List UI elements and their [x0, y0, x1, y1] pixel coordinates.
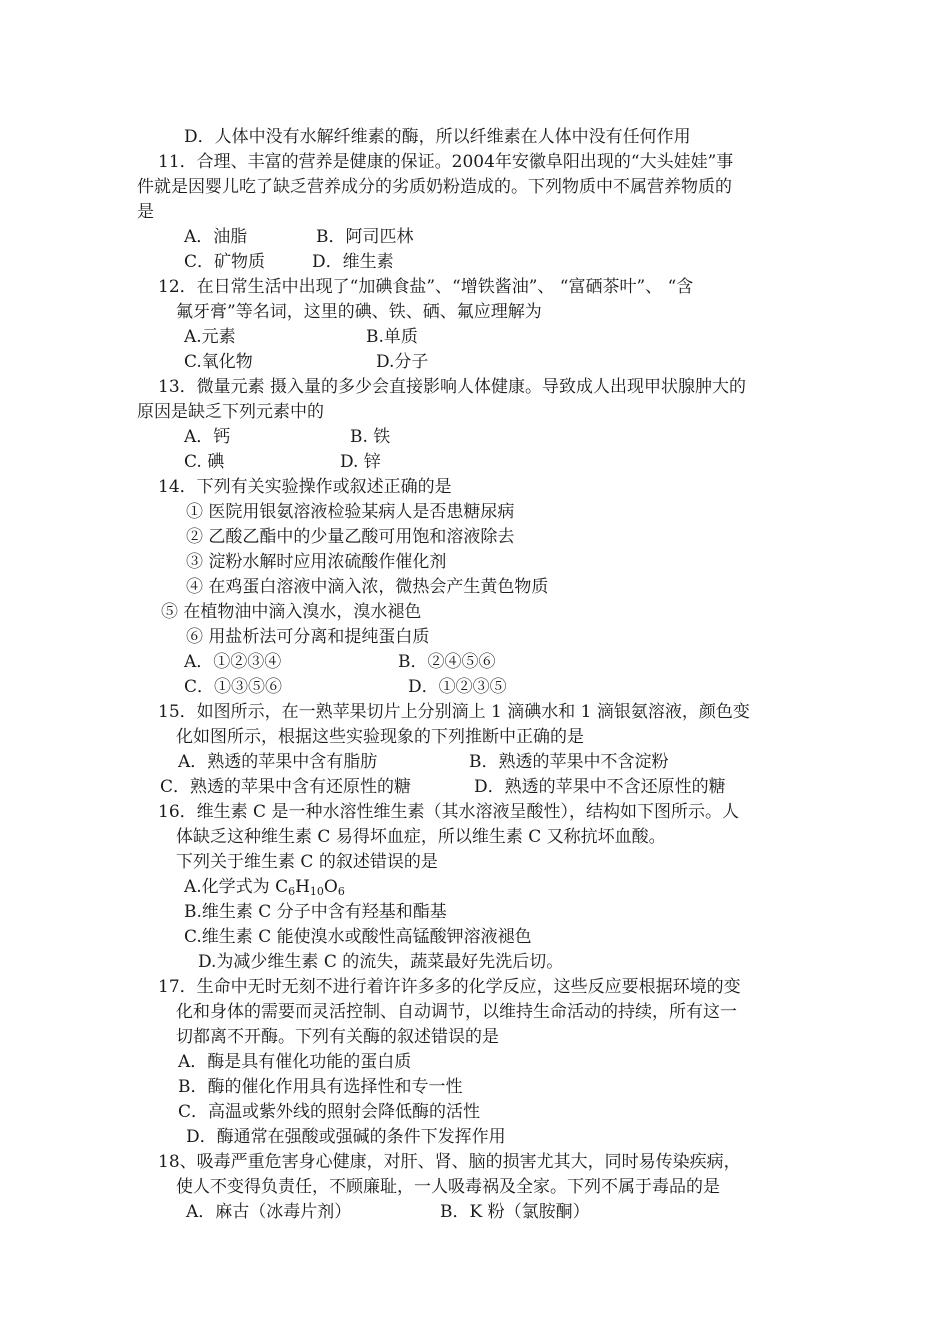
q16-stem-line-1: 16．维生素 C 是一种水溶性维生素（其水溶液呈酸性），结构如下图所示。人: [158, 802, 739, 822]
q15-stem-line-1: 15．如图所示，在一熟苹果切片上分别滴上 1 滴碘水和 1 滴银氨溶液，颜色变: [158, 702, 750, 722]
q17-option-b[interactable]: B．酶的催化作用具有选择性和专一性: [178, 1077, 463, 1097]
q18-option-b[interactable]: B．K 粉（氯胺酮）: [440, 1202, 590, 1222]
q15-option-a[interactable]: A．熟透的苹果中含有脂肪: [178, 752, 378, 772]
q16-stem-line-2: 体缺乏这种维生素 C 易得坏血症，所以维生素 C 又称抗坏血酸。: [176, 827, 666, 847]
q11-stem-line-2: 件就是因婴儿吃了缺乏营养成分的劣质奶粉造成的。下列物质中不属营养物质的: [137, 177, 732, 197]
q15-option-b[interactable]: B．熟透的苹果中不含淀粉: [469, 752, 669, 772]
q13-option-a[interactable]: A．钙: [184, 427, 231, 447]
q16-option-d[interactable]: D.为减少维生素 C 的流失，蔬菜最好先洗后切。: [198, 952, 564, 972]
q11-option-d[interactable]: D．维生素: [312, 252, 394, 272]
q16-subscript-c: 6: [288, 885, 296, 898]
q17-option-d[interactable]: D．酶通常在强酸或强碱的条件下发挥作用: [186, 1127, 506, 1147]
q17-stem-line-1: 17．生命中无时无刻不进行着许许多多的化学反应，这些反应要根据环境的变: [158, 977, 741, 997]
q16-formula-o: O: [323, 877, 338, 897]
q16-stem-line-3: 下列关于维生素 C 的叙述错误的是: [176, 852, 438, 872]
q12-option-d[interactable]: D.分子: [376, 352, 429, 372]
q14-option-a[interactable]: A．①②③④: [184, 652, 282, 672]
q16-formula-h: H: [295, 877, 310, 897]
q16-option-c[interactable]: C.维生素 C 能使溴水或酸性高锰酸钾溶液褪色: [184, 927, 532, 947]
q14-option-b[interactable]: B．②④⑤⑥: [398, 652, 496, 672]
q13-option-d[interactable]: D. 锌: [340, 452, 381, 472]
q17-stem-line-3: 切都离不开酶。下列有关酶的叙述错误的是: [176, 1027, 499, 1047]
q12-option-b[interactable]: B.单质: [366, 327, 418, 347]
q12-stem-line-1: 12．在日常生活中出现了“加碘食盐”、“增铁酱油”、 “富硒茶叶”、 “含: [158, 277, 694, 297]
q13-stem-line-1: 13．微量元素 摄入量的多少会直接影响人体健康。导致成人出现甲状腺肿大的: [158, 377, 747, 397]
q14-item-1: ① 医院用银氨溶液检验某病人是否患糖尿病: [186, 502, 515, 522]
q18-stem-line-2: 使人不变得负责任，不顾廉耻，一人吸毒祸及全家。下列不属于毒品的是: [176, 1177, 720, 1197]
q11-option-c[interactable]: C．矿物质: [184, 252, 266, 272]
q16-subscript-o: 6: [337, 885, 345, 898]
q12-stem-line-2: 氟牙膏”等名词，这里的碘、铁、硒、氟应理解为: [176, 302, 542, 322]
q13-option-c[interactable]: C. 碘: [184, 452, 225, 472]
q14-item-5: ⑤ 在植物油中滴入溴水，溴水褪色: [161, 602, 422, 622]
q14-stem: 14．下列有关实验操作或叙述正确的是: [158, 477, 452, 497]
q18-stem-line-1: 18、吸毒严重危害身心健康，对肝、肾、脑的损害尤其大，同时易传染疾病，: [158, 1152, 741, 1172]
q16-subscript-h: 10: [309, 885, 324, 898]
q11-stem-line-1: 11．合理、丰富的营养是健康的保证。2004年安徽阜阳出现的“大头娃娃”事: [158, 152, 734, 172]
q13-option-b[interactable]: B. 铁: [350, 427, 391, 447]
q16-option-a-text: A.化学式为 C: [184, 877, 289, 897]
q14-option-c[interactable]: C．①③⑤⑥: [184, 677, 283, 697]
q18-option-a[interactable]: A．麻古（冰毒片剂）: [186, 1202, 352, 1222]
q12-option-c[interactable]: C.氧化物: [184, 352, 253, 372]
q10-option-d: D．人体中没有水解纤维素的酶，所以纤维素在人体中没有任何作用: [184, 127, 691, 147]
q17-option-c[interactable]: C．高温或紫外线的照射会降低酶的活性: [178, 1102, 481, 1122]
q14-item-2: ② 乙酸乙酯中的少量乙酸可用饱和溶液除去: [186, 527, 515, 547]
q11-option-a[interactable]: A．油脂: [184, 227, 248, 247]
q15-option-c[interactable]: C．熟透的苹果中含有还原性的糖: [160, 777, 412, 797]
q17-option-a[interactable]: A．酶是具有催化功能的蛋白质: [178, 1052, 412, 1072]
q13-stem-line-2: 原因是缺乏下列元素中的: [137, 402, 324, 422]
q14-option-d[interactable]: D．①②③⑤: [408, 677, 507, 697]
q16-option-b[interactable]: B.维生素 C 分子中含有羟基和酯基: [184, 902, 447, 922]
q14-item-4: ④ 在鸡蛋白溶液中滴入浓，微热会产生黄色物质: [186, 577, 549, 597]
q15-option-d[interactable]: D．熟透的苹果中不含还原性的糖: [474, 777, 726, 797]
q15-stem-line-2: 化如图所示，根据这些实验现象的下列推断中正确的是: [176, 727, 584, 747]
q16-option-a[interactable]: [184, 876, 345, 898]
q11-option-b[interactable]: B．阿司匹林: [316, 227, 414, 247]
q14-item-6: ⑥ 用盐析法可分离和提纯蛋白质: [186, 627, 430, 647]
q11-stem-line-3: 是: [137, 202, 154, 222]
q12-option-a[interactable]: A.元素: [184, 327, 236, 347]
q17-stem-line-2: 化和身体的需要而灵活控制、自动调节，以维持生命活动的持续，所有这一: [176, 1002, 737, 1022]
q14-item-3: ③ 淀粉水解时应用浓硫酸作催化剂: [186, 552, 447, 572]
